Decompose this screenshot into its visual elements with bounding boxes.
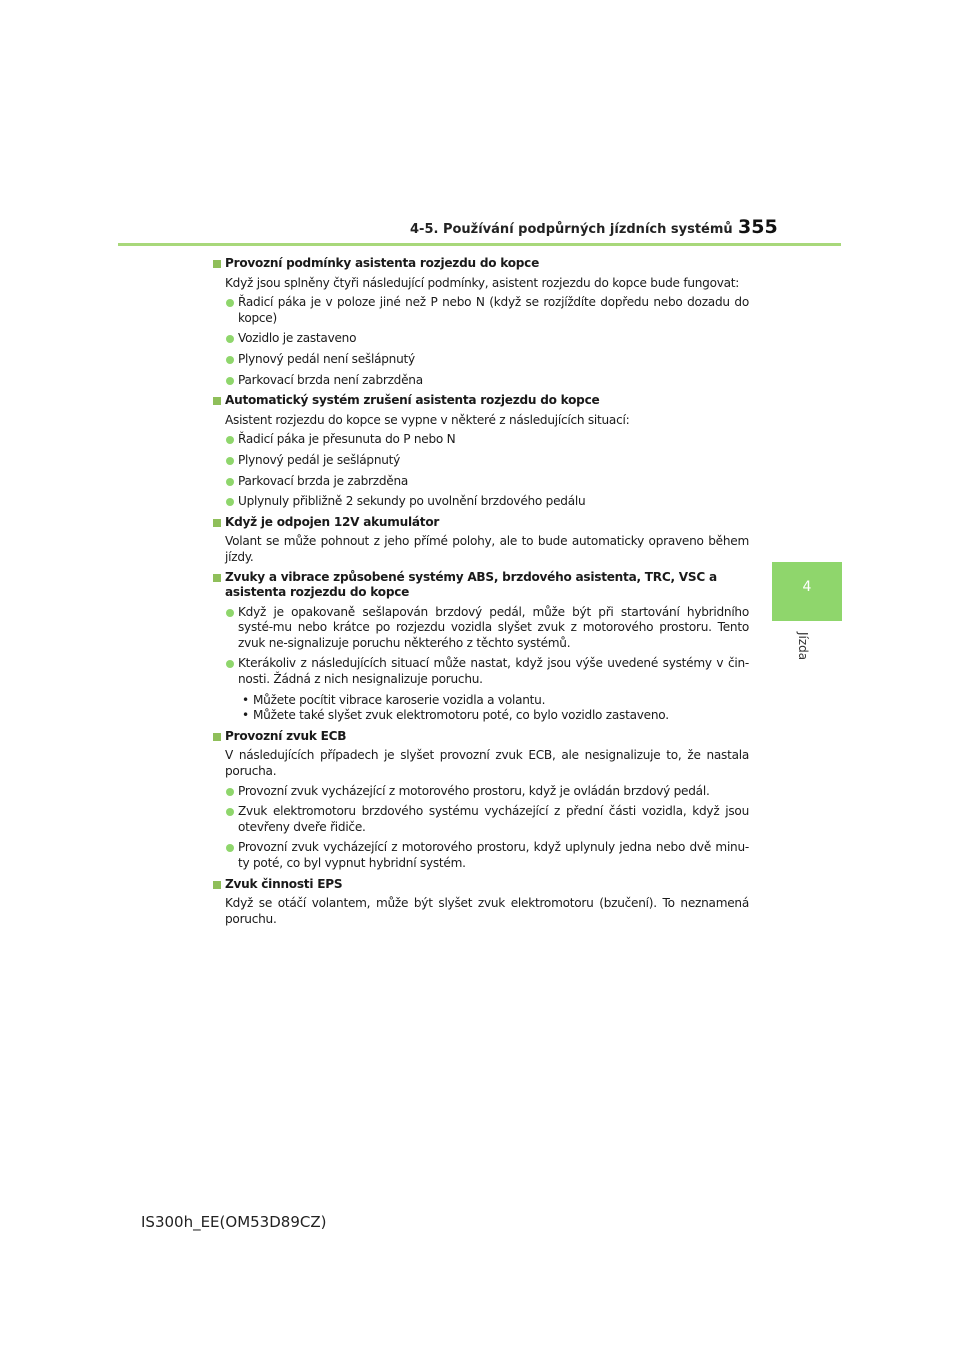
sub-list — [212, 693, 749, 724]
section-heading: Provozní podmínky asistenta rozjezdu do kopce — [212, 256, 749, 272]
list-item: Řadicí páka je v poloze jiné než P nebo N (když se rozjíždíte dopředu nebo dozadu do kopce) — [212, 295, 749, 326]
chapter-label: Jízda — [796, 632, 810, 661]
list-item: Uplynuly přibližně 2 sekundy po uvolnění brzdového pedálu — [212, 494, 749, 510]
section-heading: Zvuky a vibrace způsobené systémy ABS, brzdového asistenta, TRC, VSC a asistenta rozjezdu do kopce — [212, 570, 749, 601]
section-intro: Když se otáčí volantem, může být slyšet zvuk elektromotoru (bzučení). To neznamená poruchu. — [225, 896, 749, 926]
section-heading: Zvuk činnosti EPS — [212, 877, 749, 893]
section-intro: Když jsou splněny čtyři následující podmínky, asistent rozjezdu do kopce bude fungovat: — [225, 275, 740, 290]
section-sounds-vibrations — [212, 570, 749, 724]
section-intro: V následujících případech je slyšet provozní zvuk ECB, ale nesignalizuje to, že nastala porucha. — [225, 748, 749, 779]
running-header-title: 4-5. Používání podpůrných jízdních systémů — [410, 222, 733, 237]
section-heading: Provozní zvuk ECB — [212, 729, 749, 745]
section-intro: Volant se může pohnout z jeho přímé polohy, ale to bude automaticky opraveno během jízdy. — [225, 534, 749, 564]
list-item: Provozní zvuk vycházející z motorového prostoru, když uplynuly jedna nebo dvě minu-ty poté, co byl vypnut hybridní systém. — [212, 840, 749, 871]
list-item: Provozní zvuk vycházející z motorového prostoru, když je ovládán brzdový pedál. — [212, 784, 749, 800]
chapter-number: 4 — [802, 579, 812, 595]
sub-list-item: • Můžete také slyšet zvuk elektromotoru poté, co bylo vozidlo zastaveno. — [212, 708, 749, 724]
section-ecb-sound — [212, 729, 749, 872]
section-hill-start-conditions — [212, 256, 749, 388]
list-item: Řadicí páka je přesunuta do P nebo N — [212, 432, 749, 448]
header-rule — [118, 243, 841, 246]
list-item: Parkovací brzda není zabrzděna — [212, 373, 749, 389]
list-item: Kterákoliv z následujících situací může nastat, když jsou výše uvedené systémy v čin-nosti. Žádná z nich nesignalizuje poruchu. — [212, 656, 749, 687]
section-heading: Když je odpojen 12V akumulátor — [212, 515, 749, 531]
section-auto-cancel — [212, 393, 749, 510]
footer-model-code: IS300h_EE(OM53D89CZ) — [141, 1213, 327, 1231]
list-item: Plynový pedál není sešlápnutý — [212, 352, 749, 368]
list-item: Parkovací brzda je zabrzděna — [212, 474, 749, 490]
list-item: Když je opakovaně sešlapován brzdový pedál, může být při startování hybridního systé-mu nebo krátce po rozjezdu vozidla slyšet zvuk z motorového prostoru. Tento zvuk ne-signalizuje poruchu některého z těchto systémů. — [212, 605, 749, 652]
section-heading: Automatický systém zrušení asistenta rozjezdu do kopce — [212, 393, 749, 409]
sub-list-item: • Můžete pocítit vibrace karoserie vozidla a volantu. — [212, 693, 749, 709]
section-intro: Asistent rozjezdu do kopce se vypne v některé z následujících situací: — [225, 412, 630, 427]
section-battery-disconnected — [212, 515, 749, 566]
chapter-tab[interactable] — [772, 562, 842, 621]
list-item: Plynový pedál je sešlápnutý — [212, 453, 749, 469]
list-item: Zvuk elektromotoru brzdového systému vycházející z přední části vozidla, když jsou otevřeny dveře řidiče. — [212, 804, 749, 835]
page-content — [212, 256, 749, 931]
section-eps-sound — [212, 877, 749, 928]
list-item: Vozidlo je zastaveno — [212, 331, 749, 347]
page-number: 355 — [738, 216, 778, 238]
